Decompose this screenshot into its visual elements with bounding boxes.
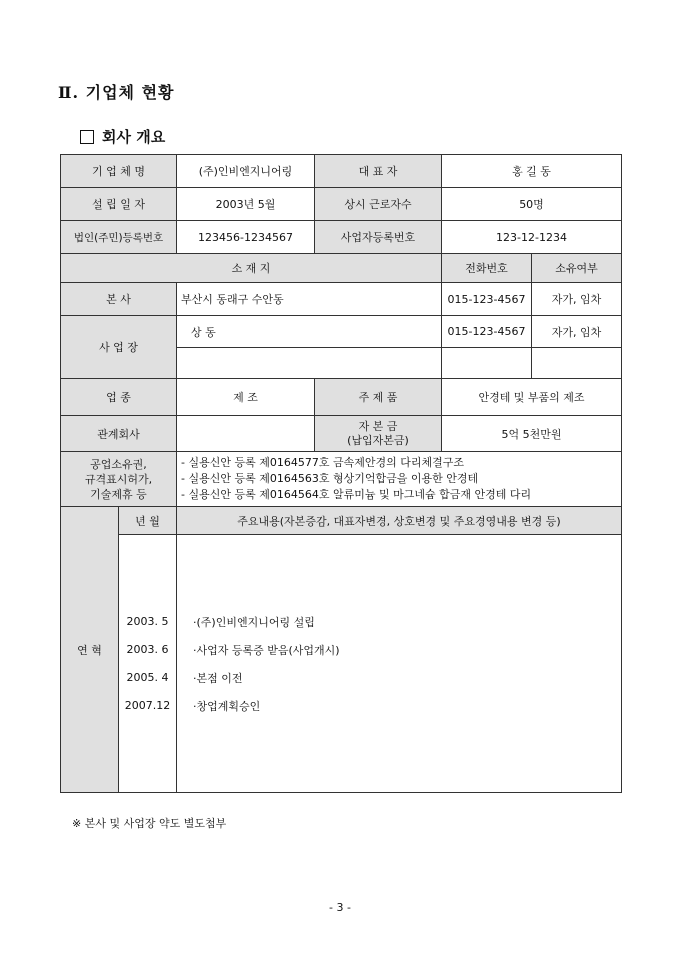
- history-date: 2005. 4: [126, 671, 169, 684]
- site-phone-extra: [442, 348, 532, 379]
- hq-address: 부산시 동래구 수안동: [177, 283, 442, 316]
- history-content: ·창업계획승인: [193, 699, 261, 713]
- ip-content: [177, 452, 622, 507]
- capital-label: [315, 416, 442, 452]
- ip-label: [61, 452, 177, 507]
- hq-ownership: 자가, 임차: [532, 283, 622, 316]
- biz-no-label: 사업자등록번호: [315, 221, 442, 254]
- ip-item: - 실용신안 등록 제0164563호 형상기억합금을 이용한 안경테: [181, 472, 479, 485]
- ip-item: - 실용신안 등록 제0164577호 금속제안경의 다리체결구조: [181, 456, 464, 469]
- phone-header: 전화번호: [442, 254, 532, 283]
- history-content-header: 주요내용(자본증감, 대표자변경, 상호변경 및 주요경영내용 변경 등): [177, 507, 622, 535]
- history-content: ·사업자 등록증 받음(사업개시): [193, 643, 340, 657]
- history-date: 2003. 6: [126, 643, 169, 656]
- capital-label-line1: 자 본 금: [358, 419, 398, 433]
- history-dates: [119, 535, 177, 793]
- location-header: 소 재 지: [61, 254, 442, 283]
- history-content: ·(주)인비엔지니어링 설립: [193, 615, 315, 629]
- history-content: ·본점 이전: [193, 671, 243, 685]
- ip-label-line3: 기술제휴 등: [90, 487, 147, 501]
- section-heading: Ⅱ. 기업체 현황: [58, 83, 175, 102]
- founded-label: 설 립 일 자: [61, 188, 177, 221]
- founded-value: 2003년 5월: [177, 188, 315, 221]
- company-overview-table: [60, 154, 622, 793]
- product-label: 주 제 품: [315, 379, 442, 416]
- attachment-note: ※ 본사 및 사업장 약도 별도첨부: [72, 817, 227, 830]
- industry-label: 업 종: [61, 379, 177, 416]
- product-value: 안경테 및 부품의 제조: [442, 379, 622, 416]
- history-contents: [177, 535, 622, 793]
- hq-label: 본 사: [61, 283, 177, 316]
- employees-label: 상시 근로자수: [315, 188, 442, 221]
- history-date: 2007.12: [124, 699, 171, 712]
- biz-no-value: 123-12-1234: [442, 221, 622, 254]
- ip-label-line2: 규격표시허가,: [84, 472, 153, 486]
- history-date-header: 년 월: [119, 507, 177, 535]
- site-address: 상 동: [177, 316, 442, 348]
- corp-no-value: 123456-1234567: [177, 221, 315, 254]
- affiliate-value: [177, 416, 315, 452]
- capital-value: 5억 5천만원: [442, 416, 622, 452]
- capital-label-line2: (납입자본금): [347, 433, 409, 447]
- ip-label-line1: 공업소유권,: [90, 457, 147, 471]
- company-name-value: (주)인비엔지니어링: [177, 155, 315, 188]
- history-label: 연 혁: [61, 507, 119, 793]
- ceo-value: 홍 길 동: [442, 155, 622, 188]
- subsection-heading-text: 회사 개요: [102, 128, 166, 146]
- ownership-header: 소유여부: [532, 254, 622, 283]
- affiliate-label: 관계회사: [61, 416, 177, 452]
- company-name-label: 기 업 체 명: [61, 155, 177, 188]
- checkbox-square-icon: [80, 130, 94, 144]
- ip-item: - 실용신안 등록 제0164564호 알류미늄 및 마그네슘 합금재 안경테 다리: [181, 488, 532, 501]
- subsection-heading: [80, 126, 165, 147]
- site-ownership-extra: [532, 348, 622, 379]
- history-date: 2003. 5: [126, 615, 169, 628]
- corp-no-label: 법인(주민)등록번호: [61, 221, 177, 254]
- industry-value: 제 조: [177, 379, 315, 416]
- site-phone: 015-123-4567: [442, 316, 532, 348]
- ceo-label: 대 표 자: [315, 155, 442, 188]
- page-number: - 3 -: [329, 901, 351, 914]
- hq-phone: 015-123-4567: [442, 283, 532, 316]
- site-label: 사 업 장: [61, 316, 177, 379]
- site-ownership: 자가, 임차: [532, 316, 622, 348]
- site-address-extra: [177, 348, 442, 379]
- employees-value: 50명: [442, 188, 622, 221]
